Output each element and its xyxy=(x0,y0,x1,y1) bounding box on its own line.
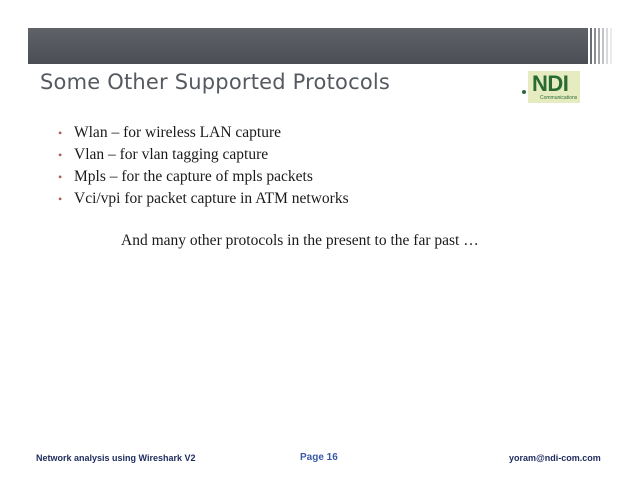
slide-title: Some Other Supported Protocols xyxy=(40,70,391,94)
list-item xyxy=(58,166,349,188)
bullet-icon: • xyxy=(58,170,63,184)
closing-note: And many other protocols in the present to the far past … xyxy=(121,232,479,249)
bullet-icon: • xyxy=(58,192,63,206)
header-bar xyxy=(28,28,588,64)
protocol-list xyxy=(58,122,349,210)
footer-course-title: Network analysis using Wireshark V2 xyxy=(36,453,196,463)
logo-subtext: Communications xyxy=(540,95,578,101)
page-number: Page 16 xyxy=(300,452,338,463)
logo-text: NDI xyxy=(532,71,569,96)
footer-email: yoram@ndi-com.com xyxy=(509,453,601,463)
logo-dot xyxy=(522,90,526,94)
list-item-text: Mpls – for the capture of mpls packets xyxy=(74,168,313,185)
header-bar-stripes xyxy=(590,28,614,64)
list-item xyxy=(58,122,349,144)
logo-box xyxy=(528,71,580,103)
list-item-text: Vci/vpi for packet capture in ATM networks xyxy=(74,190,349,207)
list-item-text: Wlan – for wireless LAN capture xyxy=(74,124,282,141)
bullet-icon: • xyxy=(58,148,63,162)
list-item xyxy=(58,188,349,210)
list-item-text: Vlan – for vlan tagging capture xyxy=(74,146,269,163)
bullet-icon: • xyxy=(58,126,63,140)
list-item xyxy=(58,144,349,166)
ndi-logo xyxy=(522,70,584,104)
